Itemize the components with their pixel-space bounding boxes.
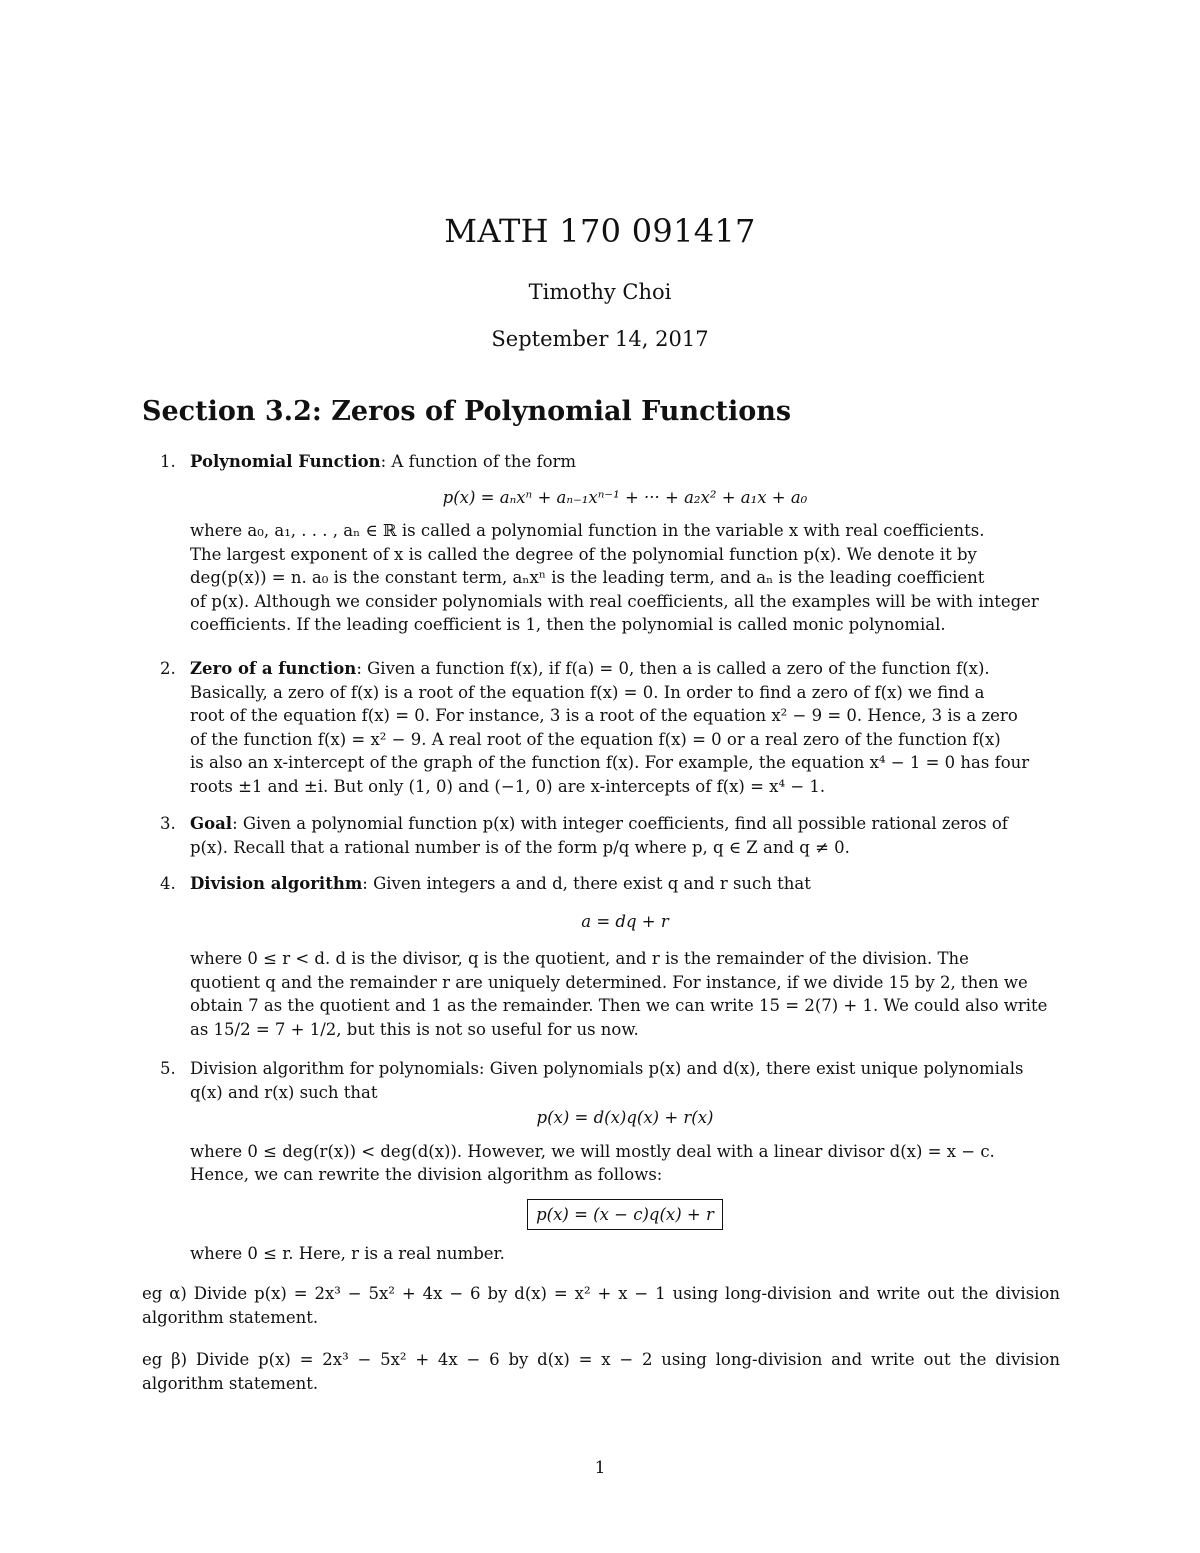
item-lead: : A function of the form — [380, 452, 577, 471]
item-body-line: obtain 7 as the quotient and 1 as the remainder. Then we can write 15 = 2(7) + 1. We could also write — [190, 996, 1048, 1015]
item-body-line: where 0 ≤ r < d. d is the divisor, q is the quotient, and r is the remainder of the division. The — [190, 949, 969, 968]
item-body-line: p(x). Recall that a rational number is of the form p/q where p, q ∈ Z and q ≠ 0. — [190, 837, 850, 857]
display-equation: p(x) = d(x)q(x) + r(x) — [536, 1108, 714, 1127]
list-item-polynomial-division — [142, 1057, 1060, 1266]
item-lead-line: Division algorithm for polynomials: Given polynomials p(x) and d(x), there exist unique polynomials — [190, 1059, 1024, 1078]
item-body-line: roots ±1 and ±i. But only (1, 0) and (−1, 0) are x-intercepts of f(x) = x⁴ − 1. — [190, 776, 826, 796]
example-beta: eg β) Divide p(x) = 2x³ − 5x² + 4x − 6 by d(x) = x − 2 using long-division and write out the division algorithm statement. — [142, 1350, 1060, 1393]
page-number: 1 — [594, 1458, 606, 1478]
item-tail: where 0 ≤ r. Here, r is a real number. — [190, 1244, 505, 1263]
item-body-line: Hence, we can rewrite the division algorithm as follows: — [190, 1165, 663, 1184]
item-lead: : Given integers a and d, there exist q and r such that — [362, 874, 811, 893]
item-term: Division algorithm — [190, 874, 363, 893]
item-body-line: quotient q and the remainder r are uniquely determined. For instance, if we divide 15 by 2, then we — [190, 972, 1028, 992]
item-body-line: of the function f(x) = x² − 9. A real root of the equation f(x) = 0 or a real zero of the function f(x) — [190, 729, 1001, 749]
item-body-line: where a₀, a₁, . . . , aₙ ∈ ℝ is called a polynomial function in the variable x with real coefficients. — [190, 521, 985, 540]
author-name: Timothy Choi — [528, 280, 672, 304]
item-body-line: coefficients. If the leading coefficient is 1, then the polynomial is called monic polynomial. — [190, 615, 946, 634]
item-number: 3. — [160, 814, 176, 833]
display-equation: p(x) = aₙxⁿ + aₙ₋₁xⁿ⁻¹ + ··· + a₂x² + a₁x + a₀ — [442, 487, 808, 507]
item-body-line: as 15/2 = 7 + 1/2, but this is not so useful for us now. — [190, 1019, 639, 1039]
page-title: MATH 170 091417 — [444, 212, 756, 250]
display-equation: a = dq + r — [581, 911, 669, 931]
list-item-goal — [142, 812, 1060, 859]
item-term: Goal — [190, 814, 233, 833]
list-item-division-algorithm — [142, 872, 1060, 1041]
item-body-line: root of the equation f(x) = 0. For instance, 3 is a root of the equation x² − 9 = 0. Hence, 3 is a zero — [190, 706, 1018, 725]
item-body-line: : Given a polynomial function p(x) with integer coefficients, find all possible rational zeros of — [232, 814, 1008, 833]
example-alpha: eg α) Divide p(x) = 2x³ − 5x² + 4x − 6 by d(x) = x² + x − 1 using long-division and write out the division algorithm statement. — [142, 1284, 1060, 1327]
boxed-equation: p(x) = (x − c)q(x) + r — [527, 1199, 723, 1231]
section-heading: Section 3.2: Zeros of Polynomial Functions — [142, 396, 792, 427]
item-number: 4. — [160, 874, 176, 893]
item-body-line: The largest exponent of x is called the degree of the polynomial function p(x). We denote it by — [190, 544, 977, 564]
item-body-line: deg(p(x)) = n. a₀ is the constant term, aₙxⁿ is the leading term, and aₙ is the leading coefficient — [190, 568, 985, 587]
item-body-line: Basically, a zero of f(x) is a root of the equation f(x) = 0. In order to find a zero of f(x) we find a — [190, 682, 985, 702]
item-number: 5. — [160, 1059, 176, 1078]
item-number: 1. — [160, 452, 176, 471]
document-date: September 14, 2017 — [491, 327, 709, 351]
list-item-polynomial-function — [142, 450, 1060, 637]
item-lead-line: q(x) and r(x) such that — [190, 1082, 378, 1102]
item-number: 2. — [160, 659, 176, 678]
item-body-line: is also an x-intercept of the graph of the function f(x). For example, the equation x⁴ − 1 = 0 has four — [190, 753, 1030, 772]
item-body-line: of p(x). Although we consider polynomials with real coefficients, all the examples will be with integer — [190, 591, 1039, 611]
list-item-zero-of-function — [142, 657, 1060, 798]
item-body-line: : Given a function f(x), if f(a) = 0, then a is called a zero of the function f(x). — [356, 659, 990, 678]
item-term: Polynomial Function — [190, 452, 381, 471]
item-term: Zero of a function — [190, 659, 357, 678]
item-body-line: where 0 ≤ deg(r(x)) < deg(d(x)). However, we will mostly deal with a linear divisor d(x) = x − c. — [190, 1141, 995, 1161]
